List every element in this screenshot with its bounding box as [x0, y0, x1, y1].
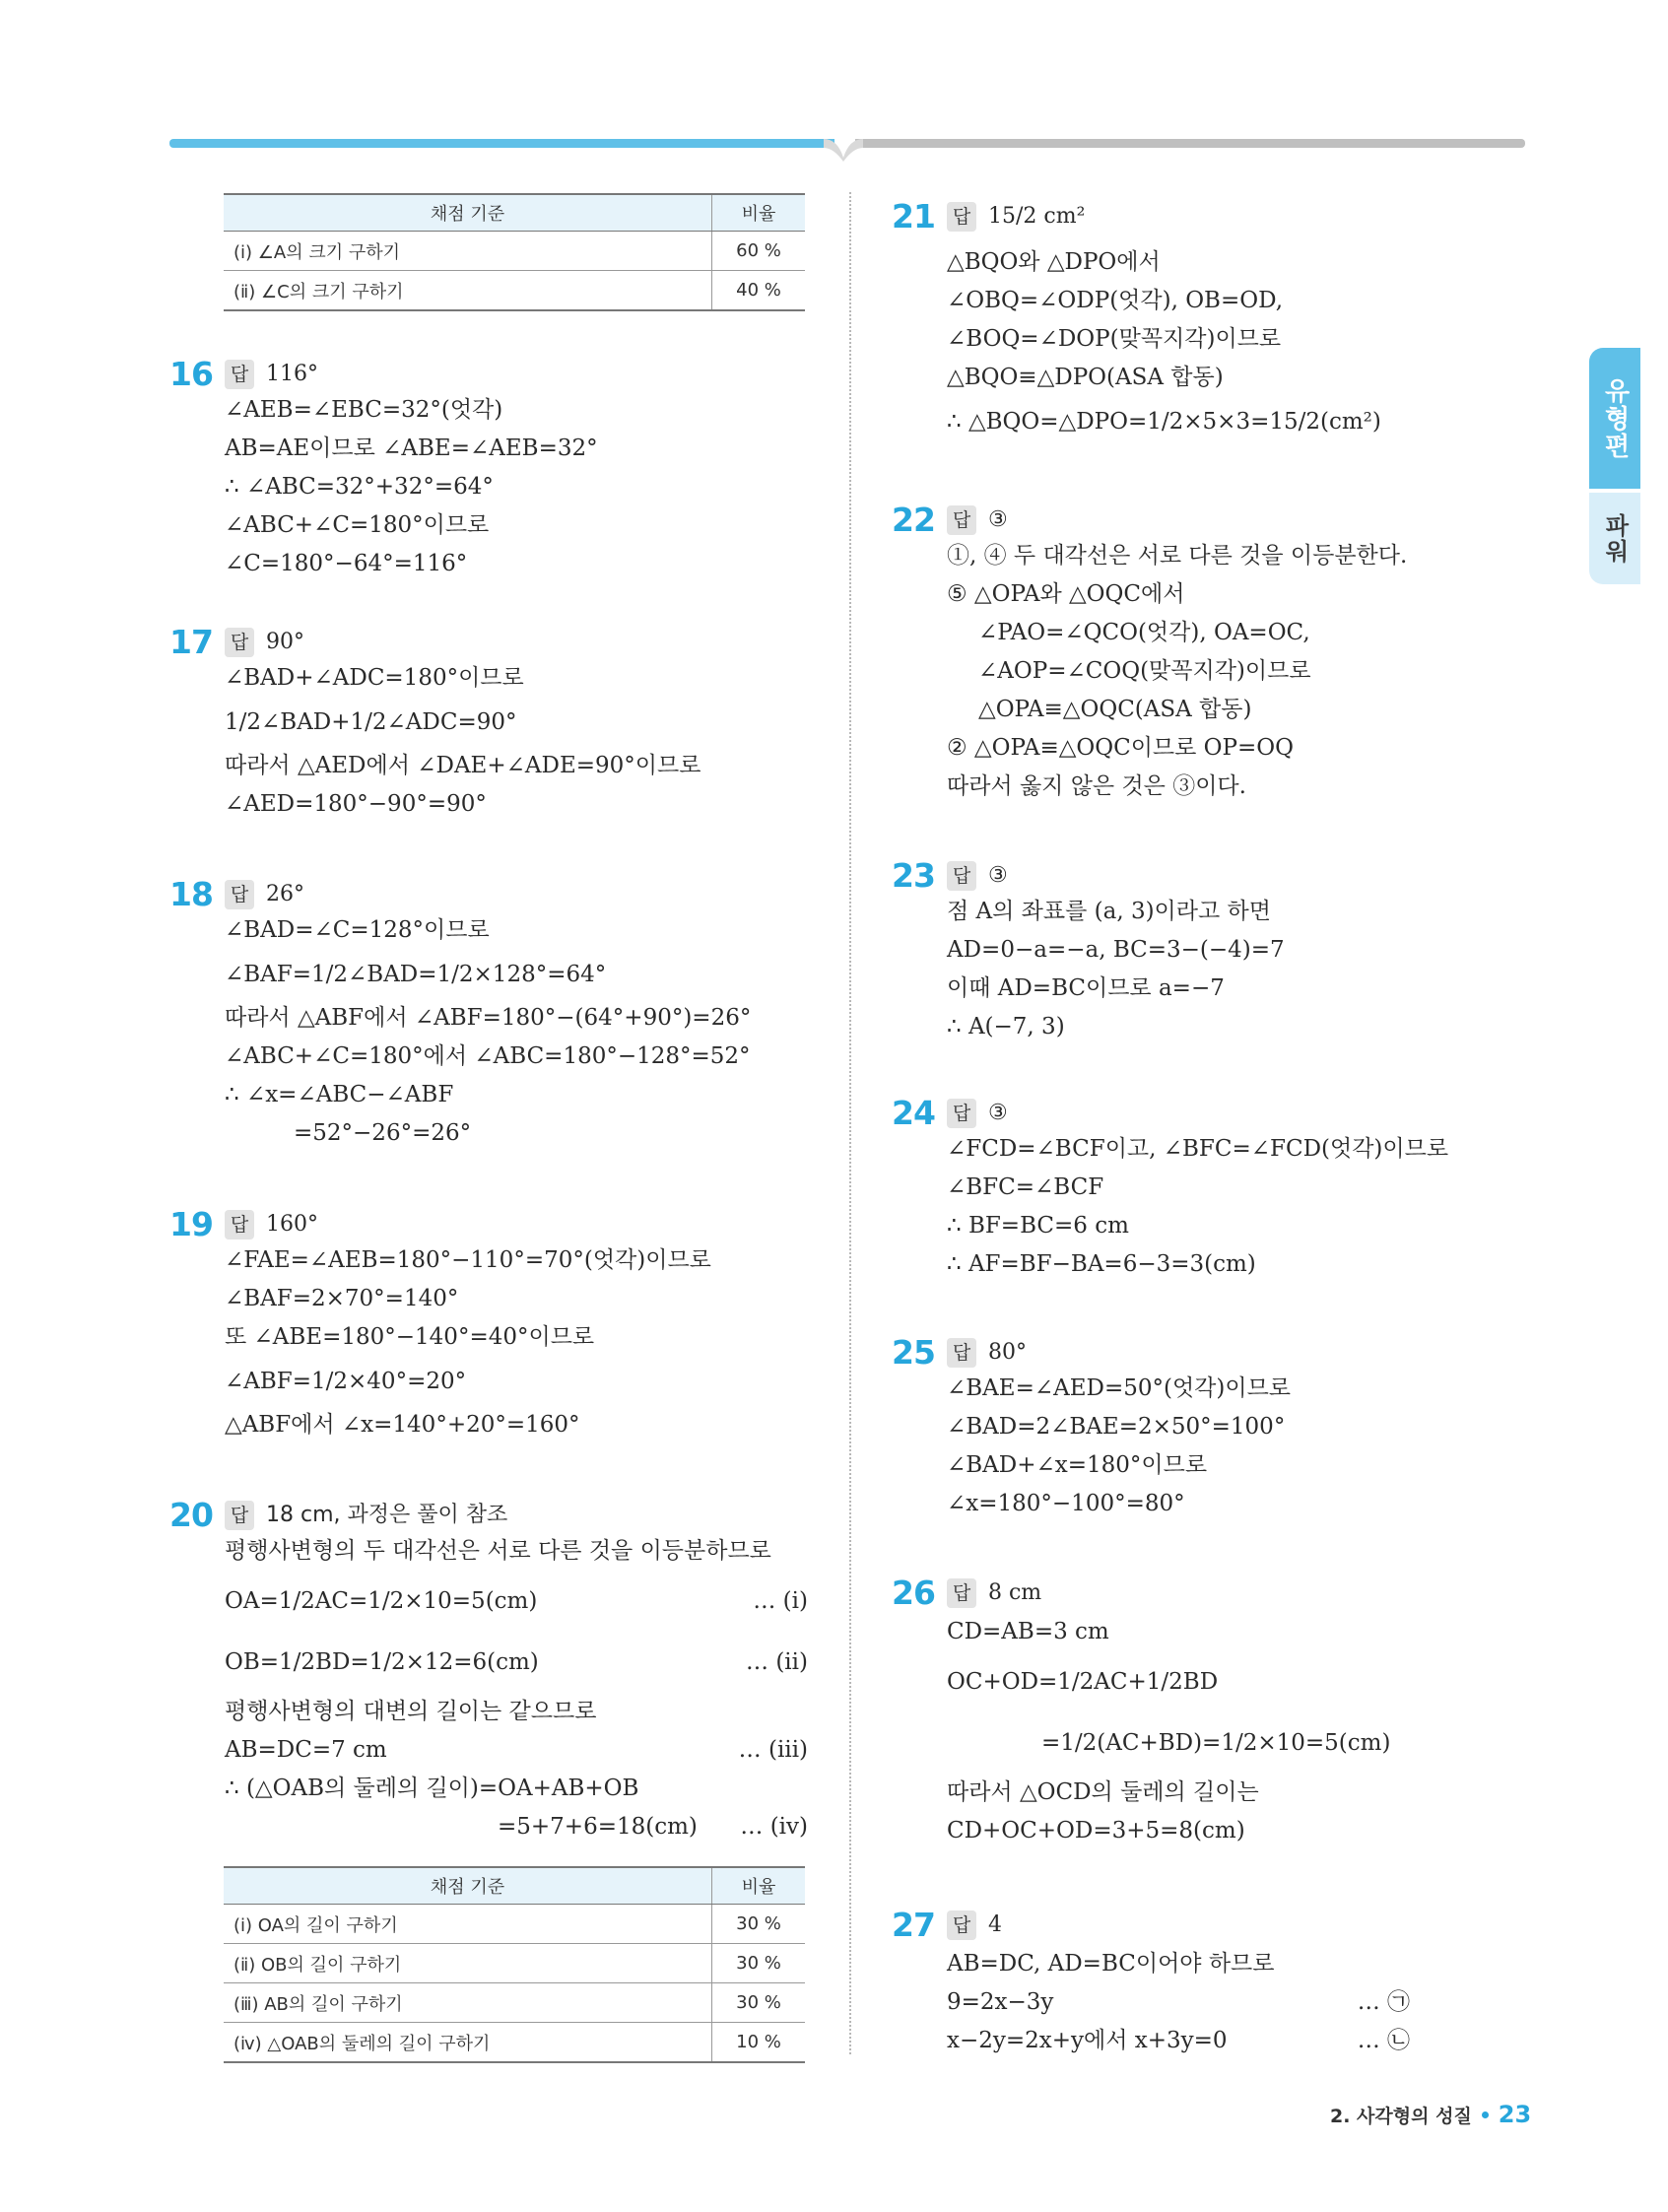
solution-line: 점 A의 좌표를 (a, 3)이라고 하면 [947, 899, 1271, 924]
side-tab-type[interactable]: 유형편 [1589, 348, 1640, 489]
answer-value: 80° [988, 1340, 1027, 1365]
answer-tag: 답 [947, 1578, 976, 1608]
solution-line: 또 ∠ABE=180°−140°=40°이므로 [225, 1324, 595, 1350]
answer-value: 18 cm, 과정은 풀이 참조 [266, 1503, 508, 1527]
solution-line: ② △OPA≡△OQC이므로 OP=OQ [947, 735, 1294, 761]
solution-line: ∠BAF=1/2∠BAD=1/2×128°=64° [225, 962, 607, 987]
solution-line: 평행사변형의 두 대각선은 서로 다른 것을 이등분하므로 [225, 1538, 771, 1564]
table-header: 비율 [712, 194, 806, 232]
solution-line: ∠ABF=1/2×40°=20° [225, 1369, 467, 1394]
answer-value: 160° [266, 1212, 318, 1237]
answer-value: ③ [988, 1101, 1008, 1125]
answer-value: 8 cm [988, 1580, 1042, 1605]
solution-line: ∠BAD=2∠BAE=2×50°=100° [947, 1414, 1286, 1440]
answer-value: ③ [988, 507, 1008, 532]
problem-number: 19 [169, 1205, 213, 1243]
solution-line: ∠BAD+∠x=180°이므로 [947, 1452, 1208, 1478]
table-header: 채점 기준 [224, 1867, 712, 1905]
answer-tag: 답 [947, 1338, 976, 1368]
solution-row [225, 1808, 808, 1846]
solution-line: ∠BFC=∠BCF [947, 1174, 1104, 1200]
answer [947, 1577, 1041, 1609]
solution-line: ∴ ∠ABC=32°+32°=64° [225, 474, 494, 500]
answer [947, 1910, 1002, 1941]
equation-marker: … ㉡ [1357, 2028, 1410, 2053]
problem-number: 26 [892, 1574, 935, 1612]
solution-line: 따라서 옳지 않은 것은 ③이다. [947, 773, 1246, 799]
answer-tag: 답 [225, 628, 254, 657]
step-marker: … (ⅳ) [740, 1814, 808, 1840]
solution-row [947, 1983, 1410, 2022]
solution-line: =52°−26°=26° [294, 1120, 472, 1146]
chapter-title: 2. 사각형의 성질 [1330, 2105, 1472, 2127]
answer-value: 15/2 cm² [988, 204, 1086, 229]
problem-number: 22 [892, 501, 935, 539]
solution-line: 따라서 △AED에서 ∠DAE+∠ADE=90°이므로 [225, 753, 701, 778]
solution-line: AB=DC, AD=BC이어야 하므로 [947, 1951, 1275, 1977]
answer-tag: 답 [947, 202, 976, 232]
answer [225, 359, 318, 390]
page-footer [1330, 2101, 1531, 2128]
solution-line: 따라서 △OCD의 둘레의 길이는 [947, 1779, 1259, 1805]
solution-line: OB=1/2BD=1/2×12=6(cm) [225, 1649, 539, 1675]
column-divider [849, 192, 851, 2054]
solution-line: ∠BAD=∠C=128°이므로 [225, 917, 490, 943]
solution-line: ∠AEB=∠EBC=32°(엇각) [225, 397, 503, 423]
table-row: (ⅱ) OB의 길이 구하기 30 % [224, 1944, 805, 1983]
solution-line: ⑤ △OPA와 △OQC에서 [947, 581, 1185, 607]
solution-line: AB=AE이므로 ∠ABE=∠AEB=32° [225, 436, 598, 461]
table-row: (ⅳ) △OAB의 둘레의 길이 구하기 10 % [224, 2023, 805, 2063]
solution-row [225, 1731, 808, 1770]
solution-row [225, 1571, 808, 1632]
step-marker: … (ⅲ) [738, 1737, 808, 1763]
answer-value: 26° [266, 882, 304, 906]
solution-line: ∠PAO=∠QCO(엇각), OA=OC, [978, 620, 1310, 645]
problem-number: 18 [169, 875, 213, 913]
answer-tag: 답 [225, 880, 254, 909]
side-tab-power[interactable]: 파워 [1589, 493, 1640, 584]
answer [225, 1500, 507, 1531]
problem-number: 21 [892, 197, 935, 235]
solution-line: ∠ABC+∠C=180°에서 ∠ABC=180°−128°=52° [225, 1043, 751, 1069]
solution-line: ①, ④ 두 대각선은 서로 다른 것을 이등분한다. [947, 543, 1408, 569]
answer [225, 879, 304, 910]
solution-line: △BQO≡△DPO(ASA 합동) [947, 365, 1224, 390]
solution-line: ∴ A(−7, 3) [947, 1014, 1065, 1039]
problem-number: 20 [169, 1496, 213, 1534]
table-row: (ⅰ) ∠A의 크기 구하기 60 % [224, 232, 805, 271]
problem-number: 25 [892, 1333, 935, 1372]
solution-line: ∴ (△OAB의 둘레의 길이)=OA+AB+OB [225, 1776, 639, 1801]
solution-line: OC+OD=1/2AC+1/2BD [947, 1669, 1219, 1695]
answer-tag: 답 [947, 861, 976, 891]
solution-line: ∴ AF=BF−BA=6−3=3(cm) [947, 1251, 1256, 1277]
page-number: 23 [1498, 2101, 1532, 2128]
answer-tag: 답 [947, 505, 976, 535]
header-bar-right [855, 139, 1525, 148]
solution-line: ∠x=180°−100°=80° [947, 1491, 1185, 1516]
solution-line: △BQO와 △DPO에서 [947, 249, 1161, 275]
table-row: (ⅱ) ∠C의 크기 구하기 40 % [224, 271, 805, 311]
solution-line: ∠ABC+∠C=180°이므로 [225, 512, 490, 538]
header-bar-left [169, 139, 834, 148]
answer [947, 1098, 1008, 1129]
table-header: 채점 기준 [224, 194, 712, 232]
solution-line: △OPA≡△OQC(ASA 합동) [978, 697, 1252, 722]
solution-row [947, 2022, 1410, 2060]
solution-line: CD=AB=3 cm [947, 1619, 1109, 1644]
answer-tag: 답 [947, 1910, 976, 1940]
solution-line: 9=2x−3y [947, 1989, 1054, 2015]
answer-tag: 답 [225, 360, 254, 389]
solution-line: ∠FCD=∠BCF이고, ∠BFC=∠FCD(엇각)이므로 [947, 1136, 1449, 1162]
answer-tag: 답 [947, 1099, 976, 1128]
answer [947, 201, 1085, 233]
grading-table-1 [224, 193, 805, 311]
problem-number: 27 [892, 1906, 935, 1944]
problem-number: 23 [892, 856, 935, 895]
solution-line: 1/2∠BAD+1/2∠ADC=90° [225, 709, 517, 735]
table-header: 비율 [712, 1867, 806, 1905]
solution-line: 따라서 △ABF에서 ∠ABF=180°−(64°+90°)=26° [225, 1005, 752, 1031]
solution-line: △ABF에서 ∠x=140°+20°=160° [225, 1412, 580, 1438]
answer-tag: 답 [225, 1210, 254, 1240]
step-marker: … (ⅰ) [753, 1588, 808, 1614]
solution-line: ∠BAD+∠ADC=180°이므로 [225, 665, 524, 691]
problem-number: 17 [169, 623, 213, 661]
answer-value: 116° [266, 362, 318, 386]
problem-number: 16 [169, 355, 213, 393]
answer-value: 4 [988, 1912, 1002, 1937]
solution-line: =1/2(AC+BD)=1/2×10=5(cm) [1041, 1730, 1391, 1756]
solution-line: OA=1/2AC=1/2×10=5(cm) [225, 1588, 538, 1614]
grading-table-2 [224, 1866, 805, 2063]
solution-line: ∠AED=180°−90°=90° [225, 791, 487, 817]
solution-line: =5+7+6=18(cm) [498, 1814, 698, 1840]
solution-line: 평행사변형의 대변의 길이는 같으므로 [225, 1699, 597, 1724]
answer [947, 860, 1008, 892]
header-notch [824, 136, 863, 162]
table-row: (ⅲ) AB의 길이 구하기 30 % [224, 1983, 805, 2023]
answer-tag: 답 [225, 1501, 254, 1530]
answer-value: 90° [266, 630, 304, 654]
solution-line: ∠AOP=∠COQ(맞꼭지각)이므로 [978, 658, 1311, 684]
solution-line: CD+OC+OD=3+5=8(cm) [947, 1818, 1245, 1843]
equation-marker: … ㉠ [1357, 1989, 1410, 2015]
solution-line: x−2y=2x+y에서 x+3y=0 [947, 2028, 1228, 2053]
solution-line: ∴ ∠x=∠ABC−∠ABF [225, 1082, 454, 1107]
solution-line: AD=0−a=−a, BC=3−(−4)=7 [947, 937, 1285, 963]
step-marker: … (ⅱ) [746, 1649, 808, 1675]
solution-row [225, 1632, 808, 1693]
problem-number: 24 [892, 1094, 935, 1132]
answer-value: ③ [988, 863, 1008, 888]
footer-dot-icon [1482, 2111, 1489, 2118]
solution-line: AB=DC=7 cm [225, 1737, 387, 1763]
solution-line: ∠BAE=∠AED=50°(엇각)이므로 [947, 1375, 1292, 1401]
solution-line: ∴ BF=BC=6 cm [947, 1213, 1129, 1239]
solution-line: 이때 AD=BC이므로 a=−7 [947, 975, 1225, 1001]
table-row: (ⅰ) OA의 길이 구하기 30 % [224, 1905, 805, 1944]
answer [947, 1337, 1027, 1369]
solution-line: ∴ △BQO=△DPO=1/2×5×3=15/2(cm²) [947, 409, 1381, 435]
answer [225, 1209, 318, 1240]
solution-line: ∠BOQ=∠DOP(맞꼭지각)이므로 [947, 326, 1282, 352]
answer [947, 504, 1008, 536]
solution-line: ∠C=180°−64°=116° [225, 551, 468, 576]
solution-line: ∠FAE=∠AEB=180°−110°=70°(엇각)이므로 [225, 1247, 711, 1273]
solution-line: ∠OBQ=∠ODP(엇각), OB=OD, [947, 288, 1284, 313]
solution-line: ∠BAF=2×70°=140° [225, 1286, 459, 1311]
answer [225, 627, 304, 658]
